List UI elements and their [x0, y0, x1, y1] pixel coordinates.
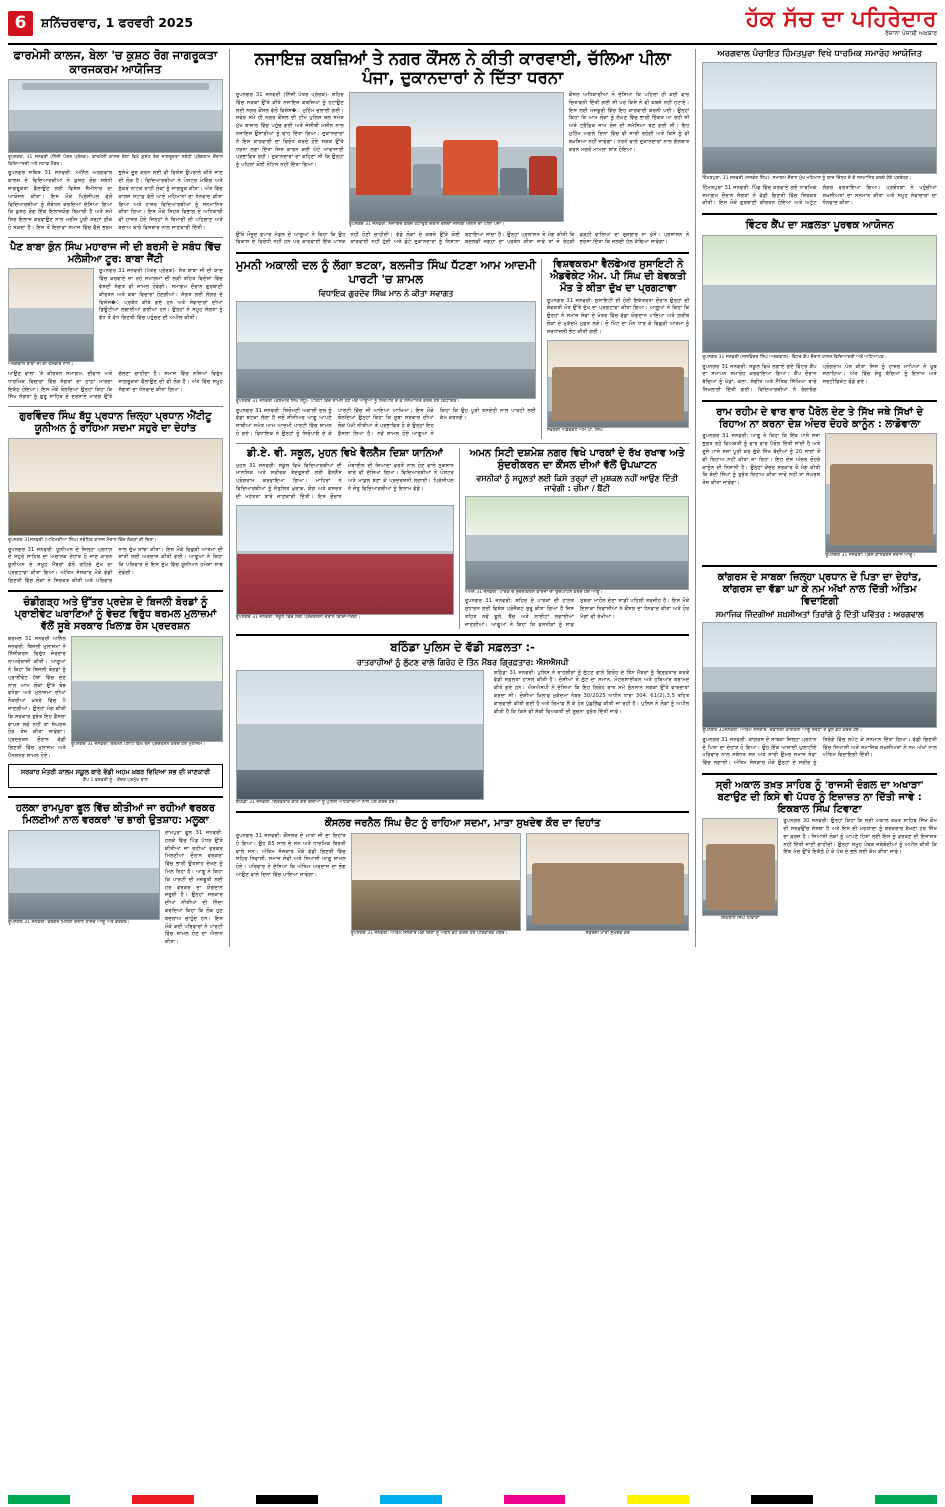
headline: ਮੁਮਨੀ ਅਕਾਲੀ ਦਲ ਨੂੰ ਲੱਗਾ ਝਟਕਾ, ਬਲਜੀਤ ਸਿੰਘ ਧੱਟਣਾ ਆਮ ਆਦਮੀ ਪਾਰਟੀ 'ਚ ਸ਼ਾਮਲ	[235, 258, 536, 286]
article-body: ਰੂਪਨਗਰ 31 ਜਨਵਰੀ: ਆਗੂ ਨੇ ਕਿਹਾ ਕਿ ਇੱਕ ਪਾਸੇ ਸਜ਼ਾ ਭੁਗਤ ਰਹੇ ਵਿਅਕਤੀ ਨੂੰ ਵਾਰ ਵਾਰ ਪੈਰੋਲ ਦਿੱਤੀ ਜਾਂਦੀ ਹੈ ਅਤੇ ਦੂਜੇ ਪਾਸੇ ਸਜ਼ਾ ਪੂਰੀ ਕਰ ਚੁੱਕੇ ਸਿੱਖ ਬੰਦੀਆਂ ਨੂੰ 20 ਸਾਲਾਂ ਤੋਂ ਵੀ ਰਿਹਾਅ ਨਹੀਂ ਕੀਤਾ ਜਾ ਰਿਹਾ। ਇਹ ਦੇਸ਼ ਅੰਦਰ ਦੋਹਰੇ ਕਾਨੂੰਨ ਦੀ ਨਿਸ਼ਾਨੀ ਹੈ। ਉਨ੍ਹਾਂ ਕੇਂਦਰ ਸਰਕਾਰ ਤੋਂ ਮੰਗ ਕੀਤੀ ਕਿ ਬੰਦੀ ਸਿੰਘਾਂ ਨੂੰ ਤੁਰੰਤ ਰਿਹਾਅ ਕੀਤਾ ਜਾਵੇ ਨਹੀਂ ਤਾਂ ਸੰਘਰਸ਼ ਤੇਜ਼ ਕੀਤਾ ਜਾਵੇਗਾ।	[702, 433, 821, 487]
article-body: ਰੂਪਨਗਰ 31 ਜਨਵਰੀ: ਸ਼ਹਿਰ ਦੇ ਪਾਰਕਾਂ ਦੀ ਹਾਲਤ ਸੁਧਾਰਨ ਲਈ ਵਿਸ਼ੇਸ਼ ਪ੍ਰੋਜੈਕਟ ਸ਼ੁਰੂ ਕੀਤਾ ਗਿਆ ਹੈ ਜਿਸ ਤਹਿਤ ਨਵੇਂ ਝੂਲੇ, ਬੈਂਚ ਅਤੇ ਲਾਈਟਾਂ ਲਗਾਈਆਂ ਜਾਣਗੀਆਂ। ਆਗੂਆਂ ਨੇ ਕਿਹਾ ਕਿ ਵਸਨੀਕਾਂ ਨੂੰ ਸਾਫ਼ ਸੁਥਰਾ ਮਾਹੌਲ ਦੇਣਾ ਸਾਡੀ ਪਹਿਲੀ ਤਰਜੀਹ ਹੈ। ਇਸ ਮੌਕੇ ਇਲਾਕਾ ਨਿਵਾਸੀਆਂ ਨੇ ਕੌਂਸਲ ਦਾ ਧੰਨਵਾਦ ਕੀਤਾ ਅਤੇ ਹੋਰ ਮੰਗਾਂ ਵੀ ਰੱਖੀਆਂ।	[464, 598, 690, 628]
column-right	[702, 49, 937, 947]
headline: ਨਜਾਇਜ਼ ਕਬਜ਼ਿਆਂ ਤੇ ਨਗਰ ਕੌਂਸਲ ਨੇ ਕੀਤੀ ਕਾਰਵਾਈ, ਚੱਲਿਆ ਪੀਲਾ ਪੰਜਾ, ਦੁਕਾਨਦਾਰਾਂ ਨੇ ਦਿੱਤਾ ਧਰਨਾ	[254, 49, 671, 88]
masthead	[8, 6, 937, 45]
article-worker-meeting	[8, 803, 223, 947]
photo-cremation	[351, 833, 521, 931]
article-congress-condolence	[702, 572, 937, 768]
article-body-2: ਕੌਂਸਲ ਅਧਿਕਾਰੀਆਂ ਨੇ ਦੱਸਿਆ ਕਿ ਪਹਿਲਾਂ ਹੀ ਕਈ ਵਾਰ ਚਿਤਾਵਨੀ ਦਿੱਤੀ ਗਈ ਸੀ ਪਰ ਕਿਸੇ ਨੇ ਵੀ ਕਬਜ਼ੇ ਨਹੀਂ ਹਟਾਏ। ਇਸ ਲਈ ਮਜਬੂਰੀ ਵਿੱਚ ਇਹ ਕਾਰਵਾਈ ਕਰਨੀ ਪਈ। ਉਨ੍ਹਾਂ ਕਿਹਾ ਕਿ ਆਮ ਲੋਕਾਂ ਨੂੰ ਲੰਘਣ ਵਿੱਚ ਭਾਰੀ ਦਿੱਕਤ ਆ ਰਹੀ ਸੀ ਅਤੇ ਟ੍ਰੈਫ਼ਿਕ ਜਾਮ ਰੋਜ਼ ਦੀ ਸਮੱਸਿਆ ਬਣ ਗਈ ਸੀ। ਇਹ ਮੁਹਿੰਮ ਅਗਲੇ ਦਿਨਾਂ ਵਿੱਚ ਵੀ ਜਾਰੀ ਰਹੇਗੀ ਅਤੇ ਕਿਸੇ ਨੂੰ ਵੀ ਬਖ਼ਸ਼ਿਆ ਨਹੀਂ ਜਾਵੇਗਾ। ਧਰਨੇ ਵਾਲੇ ਦੁਕਾਨਦਾਰਾਂ ਨਾਲ ਗੱਲਬਾਤ ਕਰਨ ਮਗਰੋਂ ਮਾਮਲਾ ਸ਼ਾਂਤ ਹੋਇਆ।	[568, 91, 690, 153]
photo-caption: ਰੂਪਨਗਰ 31 ਜਨਵਰੀ: ਅੰਤਿਮ ਸੰਸਕਾਰ ਮੌਕੇ ਚਿਤਾ ਨੂੰ ਅਗਨ ਭੇਟ ਕਰਦੇ ਹੋਏ ਪਰਿਵਾਰਕ ਮੈਂਬਰ।	[350, 930, 508, 936]
headline: ਗੁਰਵਿੰਦਰ ਸਿੰਘ ਬੱਧੂ ਪ੍ਰਧਾਨ ਜ਼ਿਲ੍ਹਾ ਪ੍ਰਧਾਨ ਐਂਟੀਟੂ ਯੂਨੀਅਨ ਨੂੰ ਰਾਹਿਆ ਸਦਮਾ ਸਹੁਰੇ ਦਾ ਦੇਹਾਂਤ	[19, 411, 212, 435]
column-divider	[229, 49, 230, 947]
subheadline: ਵਸਨੀਕਾਂ ਨੂੰ ਸਹੂਲਤਾਂ ਲਈ ਕਿਸੇ ਤਰ੍ਹਾਂ ਦੀ ਮੁਸ਼ਕਲ ਨਹੀਂ ਆਉਣ ਦਿੱਤੀ ਜਾਵੇਗੀ : ਚੀਮਾ / ਬੈਂਟੀ	[476, 474, 678, 493]
article-parole-criticism	[702, 407, 937, 560]
headline: ਅਮਨ ਸਿਟੀ ਦਸ਼ਮੇਸ਼ ਨਗਰ ਵਿਖੇ ਪਾਰਕਾਂ ਦੇ ਰੱਖ ਰਖਾਵ ਅਤੇ ਸੁੰਦਰੀਕਰਨ ਦਾ ਕੌਂਸਲ ਦੀਆਂ ਵੱਲੋਂ ਉਪਘਾਟਨ	[469, 447, 685, 471]
article-body: ਰੂਪਨਗਰ 31 ਜਨਵਰੀ: ਸੁਸਾਇਟੀ ਦੀ ਹੋਈ ਇਕੱਤਰਤਾ ਦੌਰਾਨ ਉਨ੍ਹਾਂ ਦੀ ਬੇਵਕਤੀ ਮੌਤ ਉੱਤੇ ਦੁੱਖ ਦਾ ਪ੍ਰਗਟਾਵਾ ਕੀਤਾ ਗਿਆ। ਆਗੂਆਂ ਨੇ ਕਿਹਾ ਕਿ ਉਨ੍ਹਾਂ ਨੇ ਸਮਾਜ ਸੇਵਾ ਦੇ ਖੇਤਰ ਵਿੱਚ ਵੱਡਾ ਯੋਗਦਾਨ ਪਾਇਆ ਅਤੇ ਗ਼ਰੀਬ ਲੋਕਾਂ ਦੇ ਮੁਕੱਦਮੇ ਮੁਫ਼ਤ ਲੜੇ। ਦੋ ਮਿੰਟ ਦਾ ਮੌਨ ਧਾਰ ਕੇ ਵਿਛੜੀ ਆਤਮਾ ਨੂੰ ਸ਼ਰਧਾਂਜਲੀ ਭੇਟ ਕੀਤੀ ਗਈ।	[546, 297, 690, 335]
photo-party-joining	[236, 301, 536, 399]
photo-jcb-demolition	[349, 92, 564, 222]
photo-protest-crowd	[71, 636, 223, 742]
photo-caption: ਅਮਨ 31 ਜਨਵਰੀ: ਪਾਰਕ ਦੇ ਸੁੰਦਰੀਕਰਨ ਕਾਰਜਾਂ ਦਾ ਉਦਘਾਟਨ ਕਰਦੇ ਹੋਏ ਆਗੂ।	[464, 589, 603, 595]
article-park-inauguration	[465, 448, 689, 630]
article-photo	[236, 670, 484, 807]
photo-caption: ਰੂਪਨਗਰ, 31 ਜਨਵਰੀ (ਨਿੱਜੀ ਪੱਤਰ ਪ੍ਰੇਰਕ)- ਫਾਰਮੇਸੀ ਕਾਲਜ ਬੇਲਾ ਵਿਖੇ ਕੁਸ਼ਠ ਰੋਗ ਜਾਗਰੂਕਤਾ ਸਬੰਧੀ ਪ੍ਰੋਗਰਾਮ ਦੌਰਾਨ ਵਿਦਿਆਰਥੀ ਅਤੇ ਸਟਾਫ਼ ਮੈਂਬਰ।	[8, 155, 223, 167]
article-photo	[8, 268, 94, 369]
photo-caption: ਰੂਪਨਗਰ 31ਜਨਵਰੀ (ਅਹਿਮਦੀਆ ਸਿੰਘ) ਸਬੰਧਿਤ ਕਾਲਜ ਮੈਦਾਨ ਵਿੱਚ ਲੱਕੜਾਂ ਦੀ ਚਿਤਾ।	[8, 537, 157, 543]
headline: ਕਾਂਗਰਸ ਦੇ ਸਾਬਕਾ ਜ਼ਿਲ੍ਹਾ ਪ੍ਰਧਾਨ ਦੇ ਪਿਤਾ ਦਾ ਦੇਹਾਂਤ, ਕਾਂਗਰਸ ਦਾ ਵੱਡਾ ਘਾ ਕੇ ਨਮ ਅੱਖਾਂ ਨਾਲ ਦਿੱਤੀ ਅੰਤਿਮ ਵਿਦਾਇਗੀ	[717, 572, 922, 607]
headline: ਕੌਂਸਲਰ ਜਰਨੈਲ ਸਿੰਘ ਚੈਟ ਨੂੰ ਰਾਹਿਆ ਸਦਮਾ, ਮਾਤਾ ਸੁਖਦੇਵ ਕੌਰ ਦਾ ਦਿਹਾਂਤ	[324, 818, 601, 830]
headline: ਫਾਰਮੇਸੀ ਕਾਲਜ, ਬੇਲਾ 'ਚ ਕੁਸ਼ਠ ਰੋਗ ਜਾਗਰੂਕਤਾ ਕਾਰਜਕਰਮ ਆਯੋਜਿਤ	[13, 48, 218, 76]
article-body: ਰਾਮਪੁਰਾ ਫੂਲ 31 ਜਨਵਰੀ: ਹਲਕੇ ਵਿੱਚ ਪਿੰਡ ਪੱਧਰ ਉੱਤੇ ਕੀਤੀਆਂ ਜਾ ਰਹੀਆਂ ਵਰਕਰ ਮਿਲਣੀਆਂ ਦੌਰਾਨ ਵਰਕਰਾਂ ਵਿੱਚ ਭਾਰੀ ਉਤਸ਼ਾਹ ਦੇਖਣ ਨੂੰ ਮਿਲ ਰਿਹਾ ਹੈ। ਆਗੂ ਨੇ ਕਿਹਾ ਕਿ ਪਾਰਟੀ ਦੀ ਮਜ਼ਬੂਤੀ ਲਈ ਹਰ ਵਰਕਰ ਦਾ ਯੋਗਦਾਨ ਜ਼ਰੂਰੀ ਹੈ। ਉਨ੍ਹਾਂ ਸਰਕਾਰ ਦੀਆਂ ਨੀਤੀਆਂ ਦੀ ਨਿੰਦਾ ਕਰਦਿਆਂ ਕਿਹਾ ਕਿ ਲੋਕ ਹੁਣ ਬਦਲਾਅ ਚਾਹੁੰਦੇ ਹਨ। ਇਸ ਮੌਕੇ ਕਈ ਪਰਿਵਾਰਾਂ ਨੇ ਪਾਰਟੀ ਵਿੱਚ ਸ਼ਾਮਲ ਹੋਣ ਦਾ ਐਲਾਨ ਕੀਤਾ।	[164, 830, 223, 946]
photo-caption: ਰੂਪਨਗਰ 31 ਜਨਵਰੀ: ਥਰਮਲ ਪਲਾਂਟ ਵਿਖੇ ਰੋਸ ਪ੍ਰਦਰਸ਼ਨ ਕਰਦੇ ਹੋਏ ਮੁਲਾਜ਼ਮ।	[71, 741, 206, 747]
column-divider	[541, 259, 542, 439]
photo-saint-portrait	[8, 268, 94, 362]
article-body: ਮੁਹਨ 31 ਜਨਵਰੀ: ਸਕੂਲ ਵਿਖੇ ਵਿਦਿਆਰਥੀਆਂ ਦੀ ਮਾਨਸਿਕ ਅਤੇ ਸਰੀਰਕ ਤੰਦਰੁਸਤੀ ਲਈ ਵੈਲਨੈੱਸ ਪ੍ਰੋਗਰਾਮ ਕਰਵਾਇਆ ਗਿਆ। ਮਾਹਿਰਾਂ ਨੇ ਵਿਦਿਆਰਥੀਆਂ ਨੂੰ ਸੰਤੁਲਿਤ ਖ਼ੁਰਾਕ, ਯੋਗ ਅਤੇ ਕਸਰਤ ਦੀ ਮਹੱਤਤਾ ਬਾਰੇ ਜਾਣਕਾਰੀ ਦਿੱਤੀ। ਇਸ ਦੌਰਾਨ ਮੋਬਾਈਲ ਦੀ ਜ਼ਿਆਦਾ ਵਰਤੋਂ ਨਾਲ ਹੋਣ ਵਾਲੇ ਨੁਕਸਾਨ ਬਾਰੇ ਵੀ ਦੱਸਿਆ ਗਿਆ। ਵਿਦਿਆਰਥੀਆਂ ਨੇ ਪੋਸਟਰ ਅਤੇ ਮਾਡਲ ਬਣਾ ਕੇ ਪ੍ਰਦਰਸ਼ਨੀ ਲਗਾਈ। ਪ੍ਰਿੰਸੀਪਲ ਨੇ ਜੇਤੂ ਵਿਦਿਆਰਥੀਆਂ ਨੂੰ ਇਨਾਮ ਵੰਡੇ।	[235, 462, 454, 500]
article-police-success	[236, 641, 689, 806]
portrait-caption: ਸਵਰਗੀ ਮਾਤਾ ਸੁਖਦੇਵ ਕੌਰ	[585, 930, 630, 936]
article-body-cont: ਆਉਣ ਵਾਲਾ 'ਤੇ ਕੀਰਤਨ ਸਮਾਗਮ, ਦੀਵਾਨ ਅਤੇ ਧਾਰਮਿਕ ਵਿਚਾਰਾਂ ਵਿੱਚ ਸੰਗਤਾਂ ਦਾ ਠਾਠਾਂ ਮਾਰਦਾ ਇਕੱਠ ਹੋਇਆ। ਇਸ ਮੌਕੇ ਬੋਲਦਿਆਂ ਉਨ੍ਹਾਂ ਕਿਹਾ ਕਿ ਸਿੱਖ ਸੰਗਤਾਂ ਨੂੰ ਗੁਰੂ ਸਾਹਿਬ ਦੇ ਦਰਸਾਏ ਮਾਰਗ ਉੱਤੇ ਚੱਲਣਾ ਚਾਹੀਦਾ ਹੈ। ਸਮਾਜ ਵਿੱਚ ਨਸ਼ਿਆਂ ਵਿਰੁੱਧ ਜਾਗਰੂਕਤਾ ਫੈਲਾਉਣ ਦੀ ਵੀ ਲੋੜ ਹੈ। ਅੰਤ ਵਿੱਚ ਸਮੂਹ ਸੰਗਤਾਂ ਦਾ ਧੰਨਵਾਦ ਕੀਤਾ ਗਿਆ।	[8, 371, 223, 401]
publication-date: ਸ਼ਨਿੱਚਰਵਾਰ, 1 ਫਰਵਰੀ 2025	[41, 15, 194, 30]
photo-school-exhibition	[236, 505, 454, 615]
photo-caption: ਰੂਪਨਗਰ 31 ਜਨਵਰੀ: ਪ੍ਰੈੱਸ ਕਾਨਫਰੰਸ ਦੌਰਾਨ ਆਗੂ।	[825, 553, 916, 559]
article-body: ਰੂਪਨਗਰ 31 ਜਨਵਰੀ: ਕਾਂਗਰਸ ਦੇ ਸਾਬਕਾ ਜ਼ਿਲ੍ਹਾ ਪ੍ਰਧਾਨ ਦੇ ਪਿਤਾ ਦਾ ਦੇਹਾਂਤ ਹੋ ਗਿਆ। ਉਹ ਇੱਕ ਆਜ਼ਾਦੀ ਘੁਲਾਟੀਏ ਪਰਿਵਾਰ ਨਾਲ ਸਬੰਧਤ ਸਨ ਅਤੇ ਸਾਰੀ ਉਮਰ ਸਮਾਜ ਸੇਵਾ ਵਿੱਚ ਲਗਾਈ। ਅੰਤਿਮ ਸੰਸਕਾਰ ਮੌਕੇ ਉਨ੍ਹਾਂ ਦੇ ਸਰੀਰ ਨੂੰ ਤਿਰੰਗੇ ਵਿੱਚ ਲਪੇਟ ਕੇ ਸਨਮਾਨ ਦਿੱਤਾ ਗਿਆ। ਵੱਡੀ ਗਿਣਤੀ ਵਿੱਚ ਸਿਆਸੀ ਅਤੇ ਸਮਾਜਿਕ ਸ਼ਖ਼ਸੀਅਤਾਂ ਨੇ ਨਮ ਅੱਖਾਂ ਨਾਲ ਅੰਤਿਮ ਵਿਦਾਇਗੀ ਦਿੱਤੀ।	[702, 736, 937, 767]
print-registration-bar	[8, 1495, 937, 1504]
article-malaysia-tour	[8, 242, 223, 402]
article-welfare-society	[547, 259, 689, 439]
photo-caption: ਅਰਗਵਾਲ ਬਾਬਾ ਜੀ ਦੀ ਤਸਵੀਰ ਨਾਲ।	[8, 362, 74, 368]
photo-caption: ਰੂਪਨਗਰ 31 ਜਨਵਰੀ: ਵਰਕਰ ਮਿਲਣੀ ਦੌਰਾਨ ਹਾਜ਼ਰ ਆਗੂ ਅਤੇ ਵਰਕਰ।	[8, 920, 130, 925]
headline: ਰਾਮ ਰਹੀਮ ਦੇ ਵਾਰ ਵਾਰ ਪੈਰੋਲ ਦੇਣ ਤੇ ਸਿੱਖ ਜਥੇ ਸਿੱਖਾਂ ਦੇ ਰਿਹਾਅ ਨਾ ਕਰਨਾ ਦੇਸ਼ ਅੰਦਰ ਦੋਹਰੇ ਕਾਨੂੰਨ : ਲਾਡੋਵਾਲਾ	[716, 406, 924, 430]
photo-caption: ਰੂਪਨਗਰ 31 ਜਨਵਰੀ: ਨਜਾਇਜ਼ ਕਬਜ਼ੇ ਹਟਾਉਣ ਦੌਰਾਨ ਚੱਲਦਾ ਜੇਸੀਬੀ ਮਸ਼ੀਨ ਦਾ ਪੀਲਾ ਪੰਜਾ।	[348, 221, 505, 227]
article-body: ਰੂਪਨਗਰ ਸਥਿਤ 31 ਜਨਵਰੀ: ਅਨਿੱਲ ਅਰਗਵਾਲ ਕਾਲਜ ਦੇ ਵਿਦਿਆਰਥੀਆਂ ਨੇ ਕੁਸ਼ਠ ਰੋਗ ਸਬੰਧੀ ਜਾਗਰੂਕਤਾ ਫੈਲਾਉਣ ਲਈ ਵਿਸ਼ੇਸ਼ ਸੈਮੀਨਾਰ ਦਾ ਆਯੋਜਨ ਕੀਤਾ। ਇਸ ਮੌਕੇ ਪ੍ਰਿੰਸੀਪਲ ਵੱਲੋਂ ਵਿਦਿਆਰਥੀਆਂ ਨੂੰ ਸੰਬੋਧਨ ਕਰਦਿਆਂ ਦੱਸਿਆ ਗਿਆ ਕਿ ਕੁਸ਼ਠ ਰੋਗ ਇੱਕ ਇਲਾਜਯੋਗ ਬਿਮਾਰੀ ਹੈ ਅਤੇ ਸਮੇਂ ਸਿਰ ਇਲਾਜ ਕਰਵਾਉਣ ਨਾਲ ਮਰੀਜ਼ ਪੂਰੀ ਤਰ੍ਹਾਂ ਠੀਕ ਹੋ ਸਕਦਾ ਹੈ। ਇਸ ਤੋਂ ਇਲਾਵਾ ਸਮਾਜ ਵਿੱਚ ਫੈਲੇ ਭਰਮ ਭੁਲੇਖੇ ਦੂਰ ਕਰਨ ਲਈ ਵੀ ਵਿਸ਼ੇਸ਼ ਉਪਰਾਲੇ ਕੀਤੇ ਜਾਣ ਦੀ ਲੋੜ ਹੈ। ਵਿਦਿਆਰਥੀਆਂ ਨੇ ਪੋਸਟਰ ਮੇਕਿੰਗ ਅਤੇ ਨੁੱਕੜ ਨਾਟਕ ਰਾਹੀਂ ਲੋਕਾਂ ਨੂੰ ਜਾਗਰੂਕ ਕੀਤਾ। ਅੰਤ ਵਿੱਚ ਕਾਲਜ ਸਟਾਫ਼ ਵੱਲੋਂ ਆਏ ਮਹਿਮਾਨਾਂ ਦਾ ਧੰਨਵਾਦ ਕੀਤਾ ਗਿਆ ਅਤੇ ਹਾਜ਼ਰ ਵਿਦਿਆਰਥੀਆਂ ਨੂੰ ਸਨਮਾਨਿਤ ਕੀਤਾ ਗਿਆ। ਇਸ ਮੌਕੇ ਸਿਹਤ ਵਿਭਾਗ ਦੇ ਅਧਿਕਾਰੀ ਵੀ ਹਾਜ਼ਰ ਹੋਏ ਜਿਨ੍ਹਾਂ ਨੇ ਬਿਮਾਰੀ ਦੀ ਪਹਿਚਾਣ ਅਤੇ ਬਚਾਅ ਬਾਰੇ ਵਿਸਥਾਰ ਨਾਲ ਜਾਣਕਾਰੀ ਦਿੱਤੀ।	[8, 170, 223, 232]
headline: ਪੈਣ ਬਾਬਾ ਕੁੰਨ ਸਿੰਘ ਮਹਾਰਾਜ ਜੀ ਦੀ ਬਰਸੀ ਦੇ ਸਬੰਧ ਵਿੱਚ ਮਲੇਸ਼ੀਆ ਟੂਰ: ਬਾਬਾ ਜੈਂਟੀ	[10, 241, 221, 265]
photo-arrested-suspects	[236, 670, 484, 800]
center-row-1	[236, 259, 689, 439]
article-body: ਹਿੰਮਤਪੁਰਾ 31 ਜਨਵਰੀ: ਪਿੰਡ ਵਿੱਚ ਕਰਵਾਏ ਗਏ ਧਾਰਮਿਕ ਸਮਾਗਮ ਦੌਰਾਨ ਸੰਗਤਾਂ ਨੇ ਵੱਡੀ ਗਿਣਤੀ ਵਿੱਚ ਸ਼ਿਰਕਤ ਕੀਤੀ। ਇਸ ਮੌਕੇ ਗੁਰਬਾਣੀ ਕੀਰਤਨ ਹੋਇਆ ਅਤੇ ਅਟੁੱਟ ਲੰਗਰ ਵਰਤਾਇਆ ਗਿਆ। ਪ੍ਰਬੰਧਕਾਂ ਨੇ ਪਹੁੰਚੀਆਂ ਸ਼ਖ਼ਸੀਅਤਾਂ ਦਾ ਸਨਮਾਨ ਕੀਤਾ ਅਤੇ ਸਮੂਹ ਸੇਵਾਦਾਰਾਂ ਦਾ ਧੰਨਵਾਦ ਕੀਤਾ।	[702, 184, 937, 207]
article-photo	[349, 92, 564, 229]
photo-leader-portrait	[825, 433, 937, 553]
photo-deceased-portrait	[526, 833, 689, 931]
article-photo	[702, 235, 937, 362]
photo-caption: ਰੂਪਨਗਰ 31 ਜਨਵਰੀ (ਕਸ਼ਮੀਰ ਸਿੰਘ ਸੰਧੂ)- ਪਾਰਟੀ ਵਿੱਚ ਸ਼ਾਮਲ ਹੋਣ ਮੌਕੇ ਆਗੂਆਂ ਨੂੰ ਸਿਰੋਪਾਓ ਦੇ ਕੇ ਸਨਮਾਨਿਤ ਕਰਦੇ ਹੋਏ ਵਿਧਾਇਕ।	[235, 398, 460, 404]
column-divider	[695, 49, 696, 947]
article-body: ਥਰਮਲ 31 ਜਨਵਰੀ ਅਨਿੱਲ ਜਨਵਰੀ: ਬਿਜਲੀ ਮੁਲਾਜ਼ਮਾਂ ਨੇ ਨਿੱਜੀਕਰਨ ਵਿਰੁੱਧ ਜ਼ੋਰਦਾਰ ਨਾਅਰੇਬਾਜ਼ੀ ਕੀਤੀ। ਆਗੂਆਂ ਨੇ ਕਿਹਾ ਕਿ ਬਿਜਲੀ ਬੋਰਡਾਂ ਨੂੰ ਪ੍ਰਾਈਵੇਟ ਹੱਥਾਂ ਵਿੱਚ ਦੇਣ ਨਾਲ ਆਮ ਲੋਕਾਂ ਉੱਤੇ ਬੋਝ ਵਧੇਗਾ ਅਤੇ ਮੁਲਾਜ਼ਮਾਂ ਦੀਆਂ ਨੌਕਰੀਆਂ ਖ਼ਤਰੇ ਵਿੱਚ ਪੈ ਜਾਣਗੀਆਂ। ਉਨ੍ਹਾਂ ਮੰਗ ਕੀਤੀ ਕਿ ਸਰਕਾਰ ਤੁਰੰਤ ਇਹ ਫ਼ੈਸਲਾ ਵਾਪਸ ਲਵੇ ਨਹੀਂ ਤਾਂ ਸੰਘਰਸ਼ ਹੋਰ ਤੇਜ਼ ਕੀਤਾ ਜਾਵੇਗਾ। ਪ੍ਰਦਰਸ਼ਨ ਦੌਰਾਨ ਵੱਡੀ ਗਿਣਤੀ ਵਿੱਚ ਮੁਲਾਜ਼ਮ ਅਤੇ ਪੈਨਸ਼ਨਰ ਸ਼ਾਮਲ ਹੋਏ।	[8, 635, 66, 759]
photo-caption: ਰੂਪਨਗਰ 31 ਜਨਵਰੀ: ਸਕੂਲ ਵਿੱਚ ਲੱਗੀ ਪ੍ਰਦਰਸ਼ਨੀ ਦੌਰਾਨ ਵਿਦਿਆਰਥੀ।	[235, 614, 361, 620]
article-photo	[825, 433, 937, 560]
article-thermal-protest	[8, 597, 223, 791]
column-divider	[459, 448, 460, 630]
article-photo	[8, 438, 223, 545]
article-condolence-union	[8, 411, 223, 585]
subheadline: ਸਮਾਜਿਕ ਜਿੰਦਗੀਆਂ ਸ਼ਖ਼ਸੀਅਤਾਂ ਤਿਰਾਂਗੇ ਨੂੰ ਦਿੱਤੀ ਪਵਿੱਤਰ : ਅਰਗਵਾਲ	[715, 610, 924, 620]
photo-caption: ਇਕਬਾਲ ਸਿੰਘ ਟਿਵਾਣਾ	[721, 916, 760, 922]
photo-caption: ਸਵਰਗੀ ਐਡਵੋਕੇਟ ਐਮ.ਪੀ. ਸਿੰਘ	[546, 427, 603, 433]
article-body: ਰੂਪਨਗਰ 30 ਜਨਵਰੀ: ਉਨ੍ਹਾਂ ਕਿਹਾ ਕਿ ਸ੍ਰੀ ਅਕਾਲ ਤਖ਼ਤ ਸਾਹਿਬ ਸਿੱਖ ਕੌਮ ਦੀ ਸਰਵਉੱਚ ਸੰਸਥਾ ਹੈ ਅਤੇ ਇਸ ਦੀ ਮਰਯਾਦਾ ਨੂੰ ਬਰਕਰਾਰ ਰੱਖਣਾ ਹਰ ਸਿੱਖ ਦਾ ਫ਼ਰਜ਼ ਹੈ। ਸਿਆਸੀ ਲੋਕਾਂ ਨੂੰ ਆਪਣੇ ਹਿਤਾਂ ਲਈ ਇਸ ਨੂੰ ਵਰਤਣ ਦੀ ਇਜ਼ਾਜ਼ਤ ਨਹੀਂ ਦਿੱਤੀ ਜਾਣੀ ਚਾਹੀਦੀ। ਉਨ੍ਹਾਂ ਸਮੂਹ ਪੰਥਕ ਜਥੇਬੰਦੀਆਂ ਨੂੰ ਅਪੀਲ ਕੀਤੀ ਕਿ ਇੱਕ ਮੰਚ ਉੱਤੇ ਇਕੱਠੇ ਹੋ ਕੇ ਪੰਥ ਦੇ ਭਲੇ ਲਈ ਕੰਮ ਕੀਤਾ ਜਾਵੇ।	[783, 818, 937, 856]
headline: ਅਰਗਵਾਲ ਪੰਚਾਇਤ ਹਿੰਮਤਪੁਰਾ ਵਿਖੇ ਧਾਰਮਿਕ ਸਮਾਰੋਹ ਆਯੋਜਿਤ	[717, 49, 922, 59]
photo-caption: ਬਠਿੰਡਾ 31 ਜਨਵਰੀ: ਗ੍ਰਿਫ਼ਤਾਰ ਕੀਤੇ ਗਏ ਦੋਸ਼ੀਆਂ ਨੂੰ ਪੁਲਿਸ ਅਧਿਕਾਰੀਆਂ ਨਾਲ ਪੇਸ਼ ਕਰਦੇ ਹੋਏ।	[235, 799, 398, 805]
center-row-2	[236, 448, 689, 630]
notice-line: ਕੈਂਪ 1 ਫ਼ਰਵਰੀ ਨੂੰ - ਕੇਂਦਰ ਪ੍ਰਮੁੱਖ ਬਾਲ	[82, 777, 148, 783]
photo-funeral-pyre	[8, 438, 223, 536]
article-photo	[8, 79, 223, 168]
article-akal-takht-statement	[702, 780, 937, 923]
photo-honour-ceremony	[702, 62, 937, 174]
headline: ਹਲਕਾ ਰਾਮਪੁਰਾ ਫੂਲ ਵਿੱਚ ਕੀਤੀਆਂ ਜਾ ਰਹੀਆਂ ਵਰਕਰ ਮਿਲਣੀਆਂ ਨਾਲ ਵਰਕਰਾਂ 'ਚ ਭਾਰੀ ਉਤਸ਼ਾਹ: ਮਲੂਕਾ	[16, 803, 215, 827]
subheadline: ਵਿਧਾਇਕ ਗੁਰਦੇਵ ਸਿੰਘ ਮਾਨ ਨੇ ਕੀਤਾ ਸਵਾਗਤ	[318, 289, 454, 299]
headline: ਚੰਡੀਗੜ੍ਹ ਅਤੇ ਉੱਤਰ ਪ੍ਰਦੇਸ਼ ਦੇ ਬਿਜਲੀ ਬੋਰਡਾਂ ਨੂੰ ਪ੍ਰਾਈਵੇਟ ਘਰਾਣਿਆਂ ਨੂੰ ਵੇਚਣ ਵਿਰੁੱਧ ਥਰਮਲ ਮੁਲਾਜ਼ਮਾਂ ਵੱਲੋਂ ਸੂਬੇ ਸਰਕਾਰ ਖਿਲਾਫ਼ ਰੋਸ ਪ੍ਰਦਰਸ਼ਨ	[14, 597, 217, 633]
headline: ਡੀ.ਏ. ਵੀ. ਸਕੂਲ, ਮੁਹਨ ਵਿਖੇ ਵੈਲਨੈੱਸ ਦਿਸ਼ਾ ਯਾਨਿਆਂ	[246, 447, 443, 459]
photo-worker-gathering	[8, 830, 160, 920]
article-join-aap	[236, 259, 536, 439]
logo-subtext: ਰੋਜ਼ਾਨਾ ਪੰਜਾਬੀ ਅਖ਼ਬਾਰ	[885, 30, 937, 37]
photo-tricolour-farewell	[702, 622, 937, 728]
photo-winter-camp	[702, 235, 937, 353]
headline: ਵਿਸ਼ਵਕਰਮਾ ਵੈਲਫੇਅਰ ਸੁਸਾਇਟੀ ਨੇ ਐਡਵੋਕੇਟ ਐਮ. ਪੀ ਸਿੰਘ ਦੀ ਬੇਵਕਤੀ ਮੌਤ ਤੇ ਕੀਤਾ ਦੁੱਖ ਦਾ ਪ੍ਰਗਟਾਵਾ	[550, 259, 687, 294]
column-left	[8, 49, 223, 947]
headline: ਵਿੰਟਰ ਕੈਂਪ ਦਾ ਸਫ਼ਲਤਾ ਪੂਰਵਕ ਆਯੋਜਨ	[745, 220, 894, 232]
newspaper-logo	[746, 9, 937, 37]
article-dav-wellness	[236, 448, 454, 630]
page-number-badge: 6	[8, 11, 33, 36]
photo-park-group	[465, 496, 689, 590]
photo-caption: ਰੂਪਨਗਰ 31 ਜਨਵਰੀ (ਜਸਵਿੰਦਰ ਸਿੰਘ ਅਰਗਵਾਲ)- ਵਿੰਟਰ ਕੈਂਪ ਦੌਰਾਨ ਹਾਜ਼ਰ ਵਿਦਿਆਰਥੀ ਅਤੇ ਅਧਿਆਪਕ।	[702, 354, 887, 360]
article-photo	[71, 636, 223, 761]
article-portrait	[526, 833, 689, 938]
article-body: ਬਠਿੰਡਾ 31 ਜਨਵਰੀ: ਪੁਲਿਸ ਨੇ ਰਾਹਗੀਰਾਂ ਨੂੰ ਲੁੱਟਣ ਵਾਲੇ ਗਿਰੋਹ ਦੇ ਤਿੰਨ ਮੈਂਬਰਾਂ ਨੂੰ ਗ੍ਰਿਫ਼ਤਾਰ ਕਰਕੇ ਵੱਡੀ ਸਫ਼ਲਤਾ ਹਾਸਲ ਕੀਤੀ ਹੈ। ਦੋਸ਼ੀਆਂ ਤੋਂ ਲੁੱਟ ਦਾ ਸਮਾਨ, ਮੋਟਰਸਾਈਕਲ ਅਤੇ ਹਥਿਆਰ ਬਰਾਮਦ ਕੀਤੇ ਗਏ ਹਨ। ਐਸਐਸਪੀ ਨੇ ਦੱਸਿਆ ਕਿ ਇਹ ਗਿਰੋਹ ਰਾਤ ਸਮੇਂ ਸੁੰਨਸਾਨ ਸੜਕਾਂ ਉੱਤੇ ਵਾਰਦਾਤਾਂ ਕਰਦਾ ਸੀ। ਦੋਸ਼ੀਆਂ ਖ਼ਿਲਾਫ਼ ਮੁਕੱਦਮਾ ਨੰਬਰ 30/2025 ਅਧੀਨ ਧਾਰਾ 304, 61(2),3,5 ਤਹਿਤ ਕਾਰਵਾਈ ਕੀਤੀ ਗਈ ਹੈ ਅਤੇ ਰਿਮਾਂਡ ਲੈ ਕੇ ਹੋਰ ਪੁੱਛਗਿੱਛ ਕੀਤੀ ਜਾ ਰਹੀ ਹੈ। ਪੁਲਿਸ ਨੇ ਲੋਕਾਂ ਨੂੰ ਅਪੀਲ ਕੀਤੀ ਹੈ ਕਿ ਕਿਸੇ ਵੀ ਸ਼ੱਕੀ ਵਿਅਕਤੀ ਦੀ ਸੂਚਨਾ ਤੁਰੰਤ ਦਿੱਤੀ ਜਾਵੇ।	[493, 669, 690, 715]
headline: ਬਠਿੰਡਾ ਪੁਲਿਸ ਦੇ ਵੱਡੀ ਸਫ਼ਲਤਾ :-	[390, 640, 535, 655]
notice-box	[8, 764, 223, 789]
photo-advocate-portrait	[547, 340, 689, 428]
article-body: ਰੂਪਨਗਰ 31 ਜਨਵਰੀ: ਕੌਂਸਲਰ ਦੇ ਮਾਤਾ ਜੀ ਦਾ ਦਿਹਾਂਤ ਹੋ ਗਿਆ। ਉਹ 85 ਸਾਲ ਦੇ ਸਨ ਅਤੇ ਧਾਰਮਿਕ ਬਿਰਤੀ ਵਾਲੇ ਸਨ। ਅੰਤਿਮ ਸੰਸਕਾਰ ਮੌਕੇ ਵੱਡੀ ਗਿਣਤੀ ਵਿੱਚ ਸ਼ਹਿਰ ਨਿਵਾਸੀ, ਸਮਾਜ ਸੇਵੀ ਅਤੇ ਸਿਆਸੀ ਆਗੂ ਸ਼ਾਮਲ ਹੋਏ। ਪਰਿਵਾਰ ਨੇ ਦੱਸਿਆ ਕਿ ਅੰਤਿਮ ਅਰਦਾਸ ਦਾ ਭੋਗ ਆਉਣ ਵਾਲੇ ਦਿਨਾਂ ਵਿੱਚ ਪਾਇਆ ਜਾਵੇਗਾ।	[235, 832, 346, 878]
notice-title: ਸਰਕਾਰ ਮੰਤਰੀ ਕਾਲਮ ਸਕੂਲ ਬਾਰੇ ਵੱਡੀ ਅਹਮ ਖ਼ਬਰ ਵਿਦਿਆ ਸਭ ਦੀ ਜਾਣਕਾਰੀ	[20, 767, 211, 776]
masthead-left	[8, 11, 193, 36]
column-center	[236, 49, 689, 947]
article-lead-encroachment	[236, 49, 689, 247]
article-councillor-condolence	[236, 818, 689, 937]
page-grid	[8, 49, 937, 947]
article-body: ਰੂਪਨਗਰ 31 ਜਨਵਰੀ: ਯੂਨੀਅਨ ਦੇ ਜ਼ਿਲ੍ਹਾ ਪ੍ਰਧਾਨ ਦੇ ਸਹੁਰੇ ਸਾਹਿਬ ਦਾ ਅਚਾਨਕ ਦੇਹਾਂਤ ਹੋ ਜਾਣ ਕਾਰਨ ਯੂਨੀਅਨ ਦੇ ਸਮੂਹ ਮੈਂਬਰਾਂ ਵੱਲੋਂ ਗਹਿਰੇ ਦੁੱਖ ਦਾ ਪ੍ਰਗਟਾਵਾ ਕੀਤਾ ਗਿਆ। ਅੰਤਿਮ ਸੰਸਕਾਰ ਮੌਕੇ ਵੱਡੀ ਗਿਣਤੀ ਵਿੱਚ ਲੋਕਾਂ ਨੇ ਸ਼ਿਰਕਤ ਕੀਤੀ ਅਤੇ ਪਰਿਵਾਰ ਨਾਲ ਦੁੱਖ ਸਾਂਝਾ ਕੀਤਾ। ਇਸ ਮੌਕੇ ਵਿਛੜੀ ਆਤਮਾ ਦੀ ਸ਼ਾਂਤੀ ਲਈ ਅਰਦਾਸ ਕੀਤੀ ਗਈ। ਆਗੂਆਂ ਨੇ ਕਿਹਾ ਕਿ ਪਰਿਵਾਰ ਦੇ ਇਸ ਦੁੱਖ ਵਿੱਚ ਯੂਨੀਅਨ ਹਮੇਸ਼ਾ ਸਾਥ ਦੇਵੇਗੀ।	[8, 546, 223, 584]
article-photo	[8, 830, 160, 947]
article-photo	[351, 833, 521, 938]
article-panchayat-event	[702, 49, 937, 208]
article-photo	[702, 818, 778, 923]
article-body: ਰੂਪਨਗਰ 31 ਜਨਵਰੀ: ਸਕੂਲ ਵਿਖੇ ਲਗਾਏ ਗਏ ਵਿੰਟਰ ਕੈਂਪ ਦਾ ਸਮਾਪਨ ਸਮਾਰੋਹ ਕਰਵਾਇਆ ਗਿਆ। ਕੈਂਪ ਦੌਰਾਨ ਬੱਚਿਆਂ ਨੂੰ ਖੇਡਾਂ, ਕਲਾ, ਸੰਗੀਤ ਅਤੇ ਨੈਤਿਕ ਸਿੱਖਿਆ ਬਾਰੇ ਸਿਖਲਾਈ ਦਿੱਤੀ ਗਈ। ਵਿਦਿਆਰਥੀਆਂ ਨੇ ਰੰਗਾਰੰਗ ਪ੍ਰੋਗਰਾਮ ਪੇਸ਼ ਕੀਤਾ ਜਿਸ ਨੂੰ ਹਾਜ਼ਰ ਮਾਪਿਆਂ ਨੇ ਖ਼ੂਬ ਸਲਾਹਿਆ। ਅੰਤ ਵਿੱਚ ਜੇਤੂ ਬੱਚਿਆਂ ਨੂੰ ਇਨਾਮ ਅਤੇ ਸਰਟੀਫਿਕੇਟ ਵੰਡੇ ਗਏ।	[702, 363, 937, 394]
article-photo	[702, 62, 937, 183]
article-body: ਰੂਪਨਗਰ 31 ਜਨਵਰੀ: ਸ਼ਿਰੋਮਣੀ ਅਕਾਲੀ ਦਲ ਨੂੰ ਵੱਡਾ ਝਟਕਾ ਲੱਗਾ ਹੈ ਜਦੋਂ ਸੀਨੀਅਰ ਆਗੂ ਆਪਣੇ ਸਾਥੀਆਂ ਸਮੇਤ ਆਮ ਆਦਮੀ ਪਾਰਟੀ ਵਿੱਚ ਸ਼ਾਮਲ ਹੋ ਗਏ। ਵਿਧਾਇਕ ਨੇ ਉਨ੍ਹਾਂ ਨੂੰ ਸਿਰੋਪਾਓ ਦੇ ਕੇ ਪਾਰਟੀ ਵਿੱਚ ਜੀ ਆਇਆਂ ਆਖਿਆ। ਇਸ ਮੌਕੇ ਬੋਲਦਿਆਂ ਉਨ੍ਹਾਂ ਕਿਹਾ ਕਿ ਸੂਬਾ ਸਰਕਾਰ ਦੀਆਂ ਲੋਕ ਪੱਖੀ ਨੀਤੀਆਂ ਤੋਂ ਪ੍ਰਭਾਵਿਤ ਹੋ ਕੇ ਉਨ੍ਹਾਂ ਇਹ ਫ਼ੈਸਲਾ ਲਿਆ ਹੈ। ਨਵੇਂ ਸ਼ਾਮਲ ਹੋਏ ਆਗੂਆਂ ਨੇ ਕਿਹਾ ਕਿ ਉਹ ਪੂਰੀ ਤਨਦੇਹੀ ਨਾਲ ਪਾਰਟੀ ਲਈ ਕੰਮ ਕਰਨਗੇ।	[235, 407, 536, 437]
photo-group-students	[8, 79, 223, 153]
subheadline: ਰਾਤਰਾਹੀਆਂ ਨੂੰ ਲੁੱਟਣ ਵਾਲੇ ਗਿਰੋਹ ਦੇ ਤਿੰਨ ਮੈਂਬਰ ਗ੍ਰਿਫ਼ਤਾਰ: ਐਸਐਸਪੀ	[356, 657, 569, 667]
article-body-3: ਉੱਥੇ ਮੌਜੂਦ ਵਪਾਰ ਮੰਡਲ ਦੇ ਆਗੂਆਂ ਨੇ ਕਿਹਾ ਕਿ ਉਹ ਵਿਕਾਸ ਦੇ ਵਿਰੋਧੀ ਨਹੀਂ ਹਨ ਪਰ ਕਾਰਵਾਈ ਇੱਕ ਪਾਸੜ ਨਹੀਂ ਹੋਣੀ ਚਾਹੀਦੀ। ਵੱਡੇ ਲੋਕਾਂ ਦੇ ਕਬਜ਼ੇ ਉੱਤੇ ਕੋਈ ਕਾਰਵਾਈ ਨਹੀਂ ਹੁੰਦੀ ਅਤੇ ਛੋਟੇ ਦੁਕਾਨਦਾਰਾਂ ਨੂੰ ਨਿਸ਼ਾਨਾ ਬਣਾਇਆ ਜਾਂਦਾ ਹੈ। ਉਨ੍ਹਾਂ ਪ੍ਰਸ਼ਾਸਨ ਤੋਂ ਮੰਗ ਕੀਤੀ ਕਿ ਬਦਲਵੀਂ ਜਗ੍ਹਾ ਦਾ ਪ੍ਰਬੰਧ ਕੀਤਾ ਜਾਵੇ ਤਾਂ ਜੋ ਰੇਹੜੀ ਫੜ੍ਹੀ ਵਾਲਿਆਂ ਦਾ ਰੁਜ਼ਗਾਰ ਨਾ ਖੁੱਸੇ। ਪ੍ਰਸ਼ਾਸਨ ਨੇ ਭਰੋਸਾ ਦਿੱਤਾ ਕਿ ਜਲਦੀ ਹੱਲ ਕੱਢਿਆ ਜਾਵੇਗਾ।	[235, 231, 690, 246]
photo-tiwana-portrait	[702, 818, 778, 916]
logo-text: ਹੱਕ ਸੱਚ ਦਾ ਪਹਿਰੇਦਾਰ	[745, 7, 937, 32]
article-body: ਰੂਪਨਗਰ 31 ਜਨਵਰੀ (ਪੱਤਰ ਪ੍ਰੇਰਕ)- ਸੰਤ ਬਾਬਾ ਜੀ ਦੀ ਯਾਦ ਵਿੱਚ ਕਰਵਾਏ ਜਾ ਰਹੇ ਸਮਾਗਮਾਂ ਦੀ ਲੜੀ ਤਹਿਤ ਵਿਦੇਸ਼ਾਂ ਵਿੱਚ ਵੱਸਦੀ ਸੰਗਤ ਵੀ ਸ਼ਾਮਲ ਹੋਵੇਗੀ। ਸਮਾਗਮ ਦੌਰਾਨ ਗੁਰਬਾਣੀ ਕੀਰਤਨ ਅਤੇ ਕਥਾ ਵਿਚਾਰਾਂ ਹੋਣਗੀਆਂ। ਸੰਗਤ ਲਈ ਲੰਗਰ ਦੇ ਵਿਸ਼ੇਸ�਼ ਪ੍ਰਬੰਧ ਕੀਤੇ ਗਏ ਹਨ ਅਤੇ ਸੇਵਾਦਾਰਾਂ ਦੀਆਂ ਡਿਊਟੀਆਂ ਲਗਾਈਆਂ ਗਈਆਂ ਹਨ। ਉਨ੍ਹਾਂ ਨੇ ਸਮੂਹ ਸੰਗਤਾਂ ਨੂੰ ਵੱਧ ਤੋਂ ਵੱਧ ਗਿਣਤੀ ਵਿੱਚ ਪਹੁੰਚਣ ਦੀ ਅਪੀਲ ਕੀਤੀ।	[99, 268, 223, 322]
article-body-1: ਰੂਪਨਗਰ 31 ਜਨਵਰੀ (ਨਿੱਜੀ ਪੱਤਰ ਪ੍ਰੇਰਕ)- ਸ਼ਹਿਰ ਵਿੱਚ ਸੜਕਾਂ ਉੱਤੇ ਕੀਤੇ ਨਜਾਇਜ਼ ਕਬਜ਼ਿਆਂ ਨੂੰ ਹਟਾਉਣ ਲਈ ਨਗਰ ਕੌਂਸਲ ਵੱਲੋਂ ਵਿਸ਼ੇਸ�਼ ਮੁਹਿੰਮ ਚਲਾਈ ਗਈ। ਸਵੇਰ ਸਮੇਂ ਹੀ ਨਗਰ ਕੌਂਸਲ ਦੀ ਟੀਮ ਪੁਲਿਸ ਬਲ ਸਮੇਤ ਮੁੱਖ ਬਾਜ਼ਾਰ ਵਿੱਚ ਪਹੁੰਚ ਗਈ ਅਤੇ ਜੇਸੀਬੀ ਮਸ਼ੀਨ ਨਾਲ ਨਜਾਇਜ਼ ਉਸਾਰੀਆਂ ਨੂੰ ਢਾਹ ਦਿੱਤਾ ਗਿਆ। ਦੁਕਾਨਦਾਰਾਂ ਨੇ ਇਸ ਕਾਰਵਾਈ ਦਾ ਵਿਰੋਧ ਕਰਦੇ ਹੋਏ ਸੜਕ ਉੱਤੇ ਧਰਨਾ ਲਗਾ ਦਿੱਤਾ ਜਿਸ ਕਾਰਨ ਕਈ ਘੰਟੇ ਆਵਾਜਾਈ ਪ੍ਰਭਾਵਿਤ ਰਹੀ। ਦੁਕਾਨਦਾਰਾਂ ਦਾ ਕਹਿਣਾ ਸੀ ਕਿ ਉਨ੍ਹਾਂ ਨੂੰ ਪਹਿਲਾਂ ਕੋਈ ਨੋਟਿਸ ਨਹੀਂ ਦਿੱਤਾ ਗਿਆ।	[235, 91, 344, 169]
article-pharmacy-college	[8, 49, 223, 233]
headline: ਸ੍ਰੀ ਅਕਾਲ ਤਖ਼ਤ ਸਾਹਿਬ ਨੂੰ 'ਰਾਜਸੀ ਦੰਗਲ ਦਾ ਅਖਾੜਾ' ਬਣਾਉਣ ਦੀ ਕਿਸੇ ਵੀ ਪੱਧਰ ਨੂੰ ਇਜ਼ਾਜ਼ਤ ਨਾ ਦਿੱਤੀ ਜਾਵੇ : ਇਕਬਾਲ ਸਿੰਘ ਟਿਵਾਣਾ	[715, 779, 924, 815]
article-winter-camp	[702, 220, 937, 395]
photo-caption: ਰੂਪਨਗਰ 31ਜਨਵਰੀ: ਅੰਤਿਮ ਸੰਸਕਾਰ -ਰਵਾਨਗੀ ਕਾਂਗਰਸੀ ਆਗੂ ਸ਼ਰਧਾ ਦੇ ਫੁੱਲ ਭੇਟ ਕਰਦੇ ਹੋਏ।	[702, 728, 863, 734]
photo-caption: ਹਿੰਮਤਪੁਰਾ, 31 ਜਨਵਰੀ (ਜਸਵੰਤ ਸਿੰਘ)- ਸਮਾਗਮ ਦੌਰਾਨ ਮੁੱਖ ਮਹਿਮਾਨ ਨੂੰ ਯਾਦ ਚਿੰਨ੍ਹ ਦੇ ਕੇ ਸਨਮਾਨਿਤ ਕਰਦੇ ਹੋਏ ਪ੍ਰਬੰਧਕ।	[702, 176, 912, 182]
